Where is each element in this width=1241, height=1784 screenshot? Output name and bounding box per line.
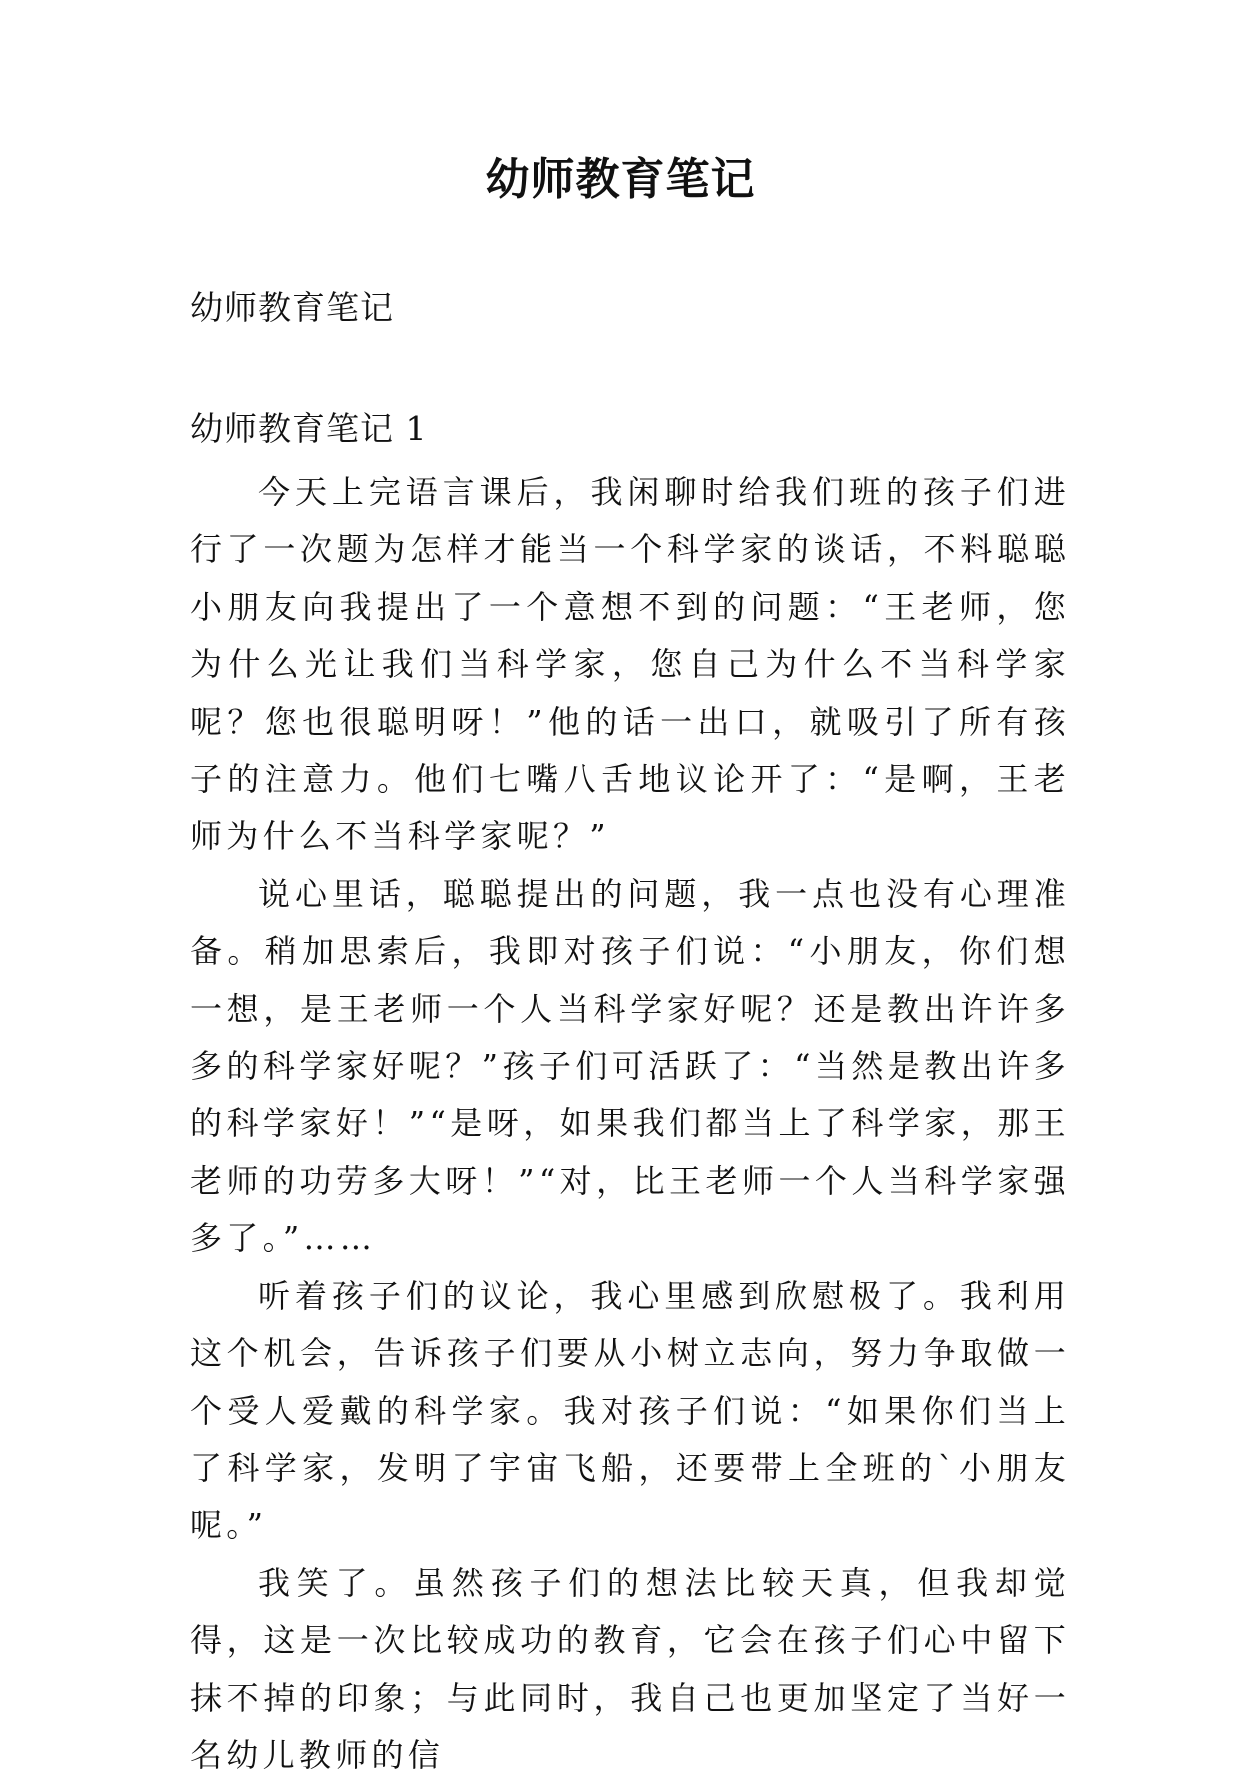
paragraph: 听着孩子们的议论，我心里感到欣慰极了。我利用这个机会，告诉孩子们要从小树立志向，努力争取做一个受人爱戴的科学家。我对孩子们说：“如果你们当上了科学家，发明了宇宙飞船，还要带上全班的`小朋友呢。” <box>190 1276 1070 1545</box>
document-body <box>190 464 1070 1784</box>
paragraph: 说心里话，聪聪提出的问题，我一点也没有心理准备。稍加思索后，我即对孩子们说：“小朋友，你们想一想，是王老师一个人当科学家好呢？还是教出许许多多的科学家好呢？”孩子们可活跃了：“当然是教出许多的科学家好！”“是呀，如果我们都当上了科学家，那王老师的功劳多大呀！”“对，比王老师一个人当科学家强多了。”…… <box>190 874 1070 1258</box>
section-heading: 幼师教育笔记 1 <box>190 409 428 448</box>
document-subtitle: 幼师教育笔记 <box>190 288 394 327</box>
document-title: 幼师教育笔记 <box>485 154 756 205</box>
paragraph: 今天上完语言课后，我闲聊时给我们班的孩子们进行了一次题为怎样才能当一个科学家的谈话，不料聪聪小朋友向我提出了一个意想不到的问题：“王老师，您为什么光让我们当科学家，您自己为什么不当科学家呢？您也很聪明呀！”他的话一出口，就吸引了所有孩子的注意力。他们七嘴八舌地议论开了：“是啊，王老师为什么不当科学家呢？” <box>190 473 1070 856</box>
paragraph: 我笑了。虽然孩子们的想法比较天真，但我却觉得，这是一次比较成功的教育，它会在孩子们心中留下抹不掉的印象；与此同时，我自己也更加坚定了当好一名幼儿教师的信 <box>190 1563 1070 1774</box>
